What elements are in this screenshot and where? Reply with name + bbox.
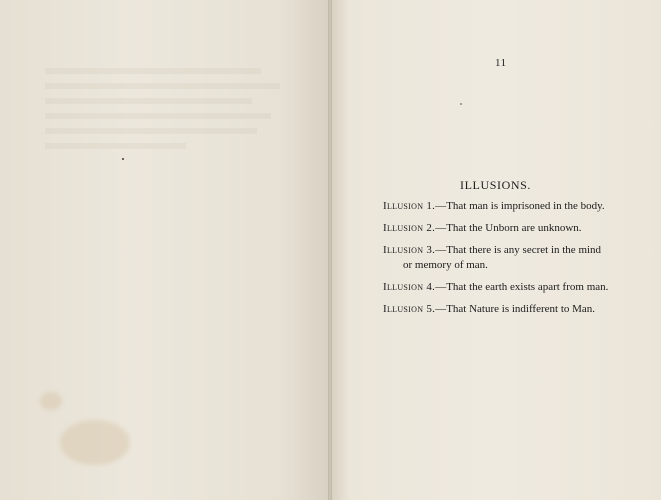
page-number: 11 [495,57,507,69]
item-text: —That the Unborn are unknown. [435,222,582,234]
list-item [383,302,633,317]
book-gutter [328,0,332,500]
item-text: —That man is imprisoned in the body. [435,200,605,212]
item-continuation: or memory of man. [403,259,488,271]
item-text: —That there is any secret in the mind [435,244,602,256]
item-text: —That Nature is indifferent to Man. [435,303,596,315]
item-label: Illusion 3. [383,244,436,256]
illusions-list [383,199,633,324]
bleed-through-text [45,68,280,158]
list-item [383,221,633,236]
left-page [0,0,330,500]
foxing-stain [60,420,130,465]
item-label: Illusion 5. [383,303,436,315]
item-label: Illusion 2. [383,222,436,234]
item-text: —That the earth exists apart from man. [435,281,609,293]
item-label: Illusion 1. [383,200,436,212]
list-item [383,243,633,273]
paper-speck [460,103,462,105]
foxing-stain [40,392,62,410]
list-item [383,199,633,214]
list-item [383,280,633,295]
item-label: Illusion 4. [383,281,436,293]
page-title: ILLUSIONS. [460,178,531,192]
paper-speck [122,158,124,160]
